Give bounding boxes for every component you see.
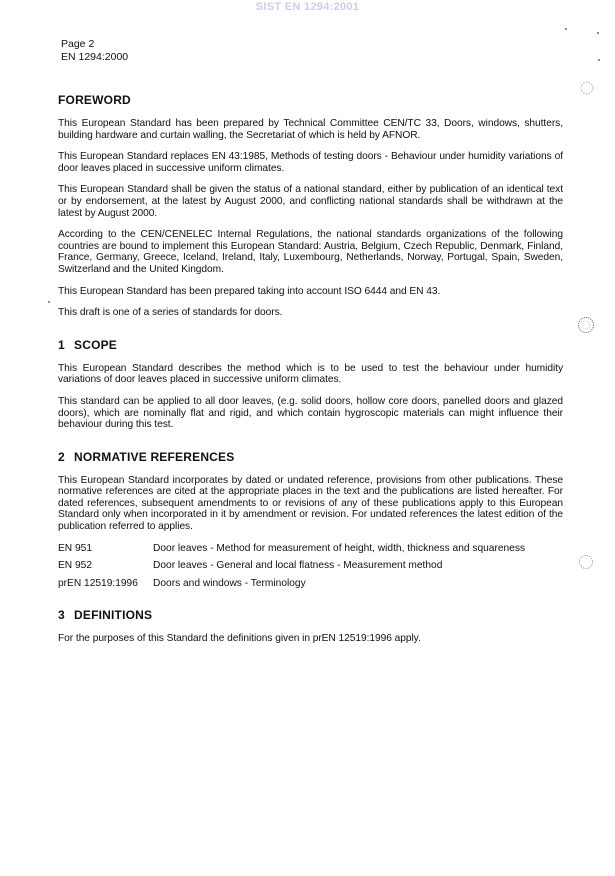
reference-list [58, 543, 563, 590]
reference-code: EN 952 [58, 560, 92, 572]
definitions-paragraph: For the purposes of this Standard the definitions given in prEN 12519:1996 apply. [58, 633, 421, 645]
section-number: 1 [58, 337, 65, 352]
hole-punch-mark-icon [578, 80, 596, 96]
foreword-paragraph: This draft is one of a series of standards for doors. [58, 307, 283, 319]
scope-paragraph: This European Standard describes the method which is to be used to test the behaviour under humidity variations of door leaves placed in successive uniform climates. [58, 362, 563, 386]
foreword-section [58, 93, 563, 319]
reference-code: EN 951 [58, 542, 92, 554]
foreword-paragraph: This European Standard has been prepared taking into account ISO 6444 and EN 43. [58, 285, 441, 297]
scope-paragraph: This standard can be applied to all door leaves, (e.g. solid doors, hollow core doors, panelled doors and glazed doors), which are nominally flat and rigid, and which contain hygroscopic materials can might influence their behaviour during this test. [58, 395, 563, 431]
reference-code: prEN 12519:1996 [58, 577, 138, 589]
reference-title: Door leaves - Method for measurement of height, width, thickness and squareness [153, 542, 526, 554]
foreword-paragraph: This European Standard replaces EN 43:1985, Methods of testing doors - Behaviour under humidity variations of door leaves placed in successive uniform climates. [58, 151, 563, 174]
foreword-paragraph: This European Standard shall be given the status of a national standard, either by publication of an identical text or by endorsement, at the latest by August 2000, and conflicting national standards shall be withdrawn at the latest by August 2000. [58, 184, 563, 219]
hole-punch-mark-icon [577, 553, 595, 571]
hole-punch-mark-icon [576, 315, 596, 335]
section-number: 3 [58, 608, 65, 623]
standard-id: EN 1294:2000 [61, 51, 129, 63]
page-number: Page 2 [61, 38, 95, 50]
reference-item [58, 578, 563, 590]
scan-speck [48, 301, 50, 303]
reference-item [58, 560, 563, 572]
reference-title: Doors and windows - Terminology [153, 577, 306, 589]
reference-title: Door leaves - General and local flatness - Measurement method [153, 560, 443, 572]
normative-references-section [58, 450, 563, 590]
definitions-heading [58, 608, 563, 622]
section-title: NORMATIVE REFERENCES [74, 449, 235, 464]
page-header [61, 38, 128, 64]
scan-speck [598, 59, 600, 61]
page-content [58, 93, 563, 655]
watermark: SIST EN 1294:2001 [255, 1, 360, 13]
scope-section [58, 338, 563, 431]
normative-paragraph: This European Standard incorporates by dated or undated reference, provisions from other publications. These normative references are cited at the appropriate places in the text and the publications are listed hereafter. For dated references, subsequent amendments to or revisions of any of these publications apply to this European Standard only when incorporated in it by amendment or revision. For undated references the latest edition of the publication referred to applies. [58, 474, 563, 533]
foreword-paragraph: According to the CEN/CENELEC Internal Regulations, the national standards organizations of the following countries are bound to implement this European Standard: Austria, Belgium, Czech Republic, Denmark, Finland, France, Germany, Greece, Iceland, Ireland, Italy, Luxembourg, Netherlands, Norway, Portugal, Spain, Sweden, Switzerland and the United Kingdom. [58, 229, 563, 275]
scope-heading [58, 338, 563, 352]
reference-item [58, 543, 563, 555]
normative-references-heading [58, 450, 563, 464]
definitions-section [58, 608, 563, 645]
section-title: DEFINITIONS [74, 608, 153, 623]
scan-speck [565, 28, 567, 30]
section-title: SCOPE [74, 337, 118, 352]
foreword-paragraph: This European Standard has been prepared by Technical Committee CEN/TC 33, Doors, windows, shutters, building hardware and curtain walling, the Secretariat of which is held by AFNOR. [58, 118, 563, 141]
section-number: 2 [58, 449, 65, 464]
scan-speck [597, 32, 599, 34]
foreword-heading: FOREWORD [58, 93, 131, 107]
